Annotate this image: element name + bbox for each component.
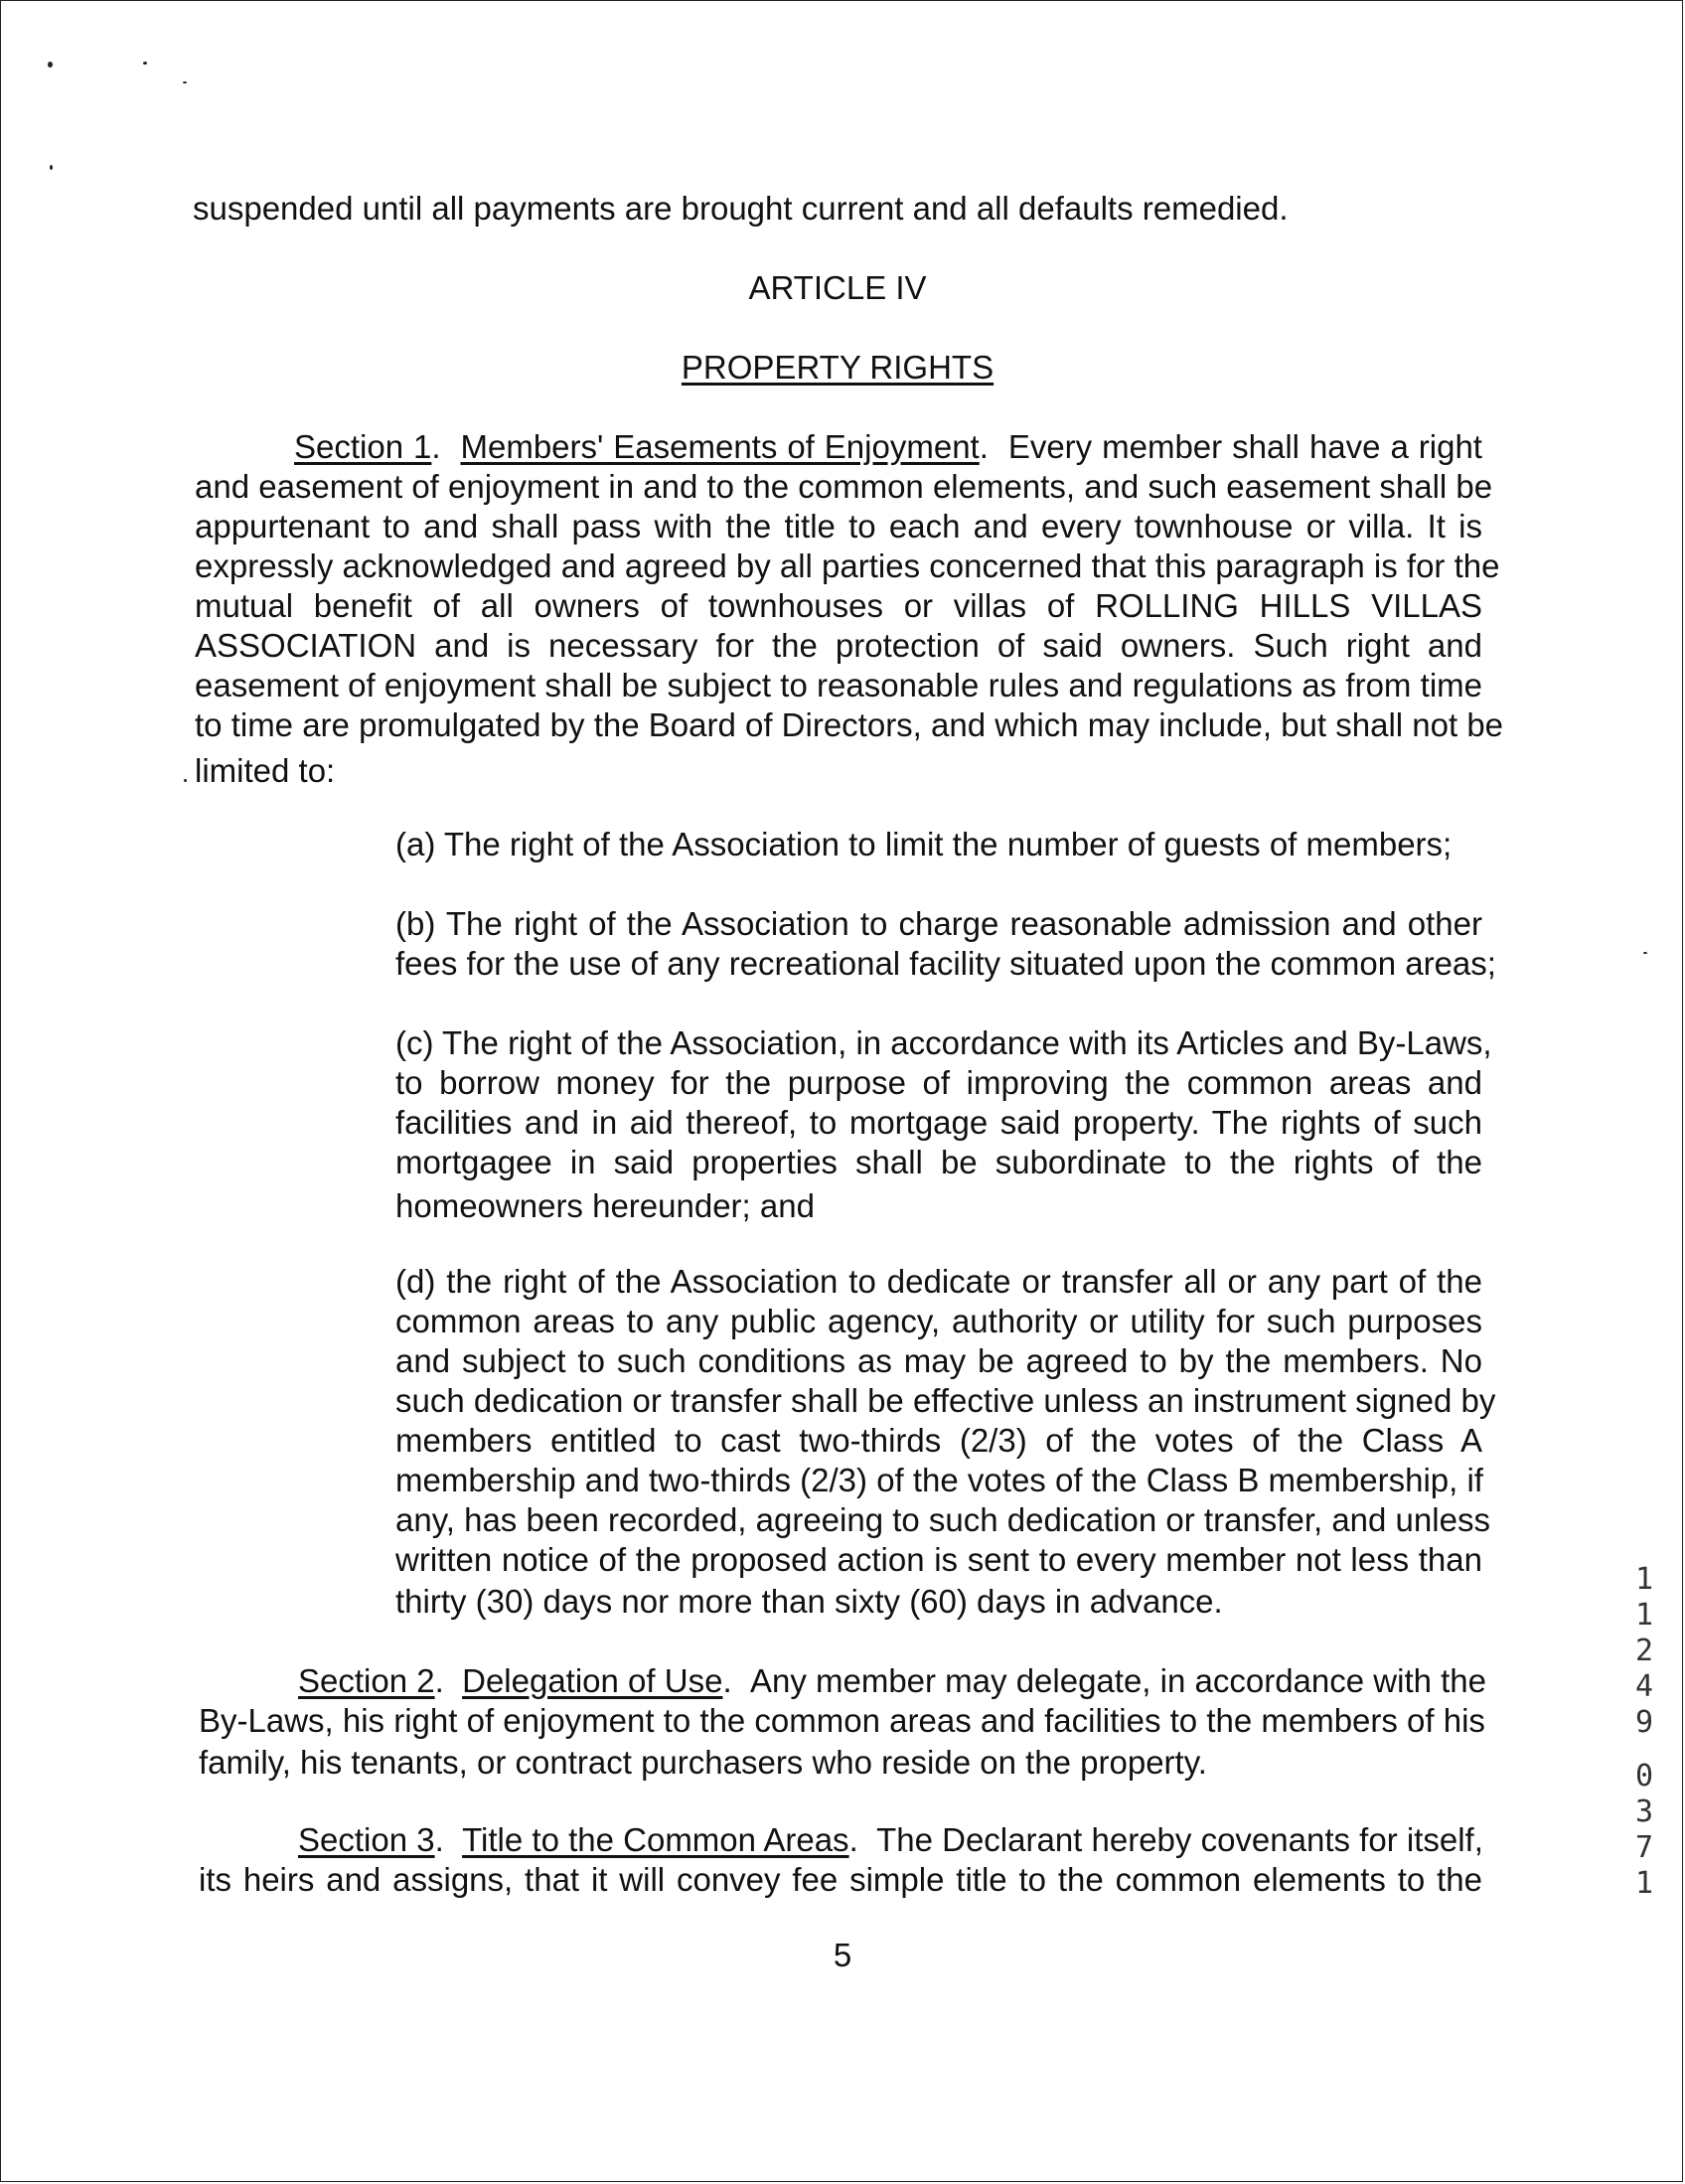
section-2-title: Delegation of Use [462, 1662, 723, 1699]
clause-c-line: facilities and in aid thereof, to mortgage said property. The rights of such [395, 1104, 1482, 1141]
margin-stamp-digit: 0 [1634, 1759, 1654, 1794]
section-3-label: Section 3 [298, 1821, 435, 1858]
section-3-line: its heirs and assigns, that it will convey fee simple title to the common elements to the [199, 1861, 1482, 1898]
clause-d-line: members entitled to cast two-thirds (2/3) of the votes of the Class A [395, 1422, 1482, 1459]
clause-a-line: (a) The right of the Association to limit the number of guests of members; [395, 826, 1453, 862]
clause-d-line: thirty (30) days nor more than sixty (60) days in advance. [395, 1583, 1223, 1620]
section-2-first-line: Section 2. Delegation of Use. Any member may delegate, in accordance with the [298, 1662, 1487, 1699]
section-1-line: to time are promulgated by the Board of Directors, and which may include, but shall not be [195, 706, 1504, 743]
clause-d-line: and subject to such conditions as may be agreed to by the members. No [395, 1342, 1482, 1379]
clause-d-line: such dedication or transfer shall be effective unless an instrument signed by [395, 1382, 1496, 1419]
scan-speck [1643, 952, 1647, 954]
clause-b-line: (b) The right of the Association to charge reasonable admission and other [395, 905, 1482, 942]
clause-d-line: common areas to any public agency, authority or utility for such purposes [395, 1303, 1482, 1339]
section-3-first-line: Section 3. Title to the Common Areas. The Declarant hereby covenants for itself, [298, 1821, 1483, 1858]
section-2-first-line-rest: Any member may delegate, in accordance with the [749, 1662, 1487, 1699]
section-2-label: Section 2 [298, 1662, 435, 1699]
scan-speck [50, 165, 53, 170]
clause-c-line: (c) The right of the Association, in accordance with its Articles and By-Laws, [395, 1024, 1492, 1061]
section-2-line: family, his tenants, or contract purchasers who reside on the property. [199, 1744, 1207, 1781]
section-1-line: easement of enjoyment shall be subject to reasonable rules and regulations as from time [195, 667, 1482, 703]
margin-stamp-digit: 9 [1634, 1705, 1654, 1740]
clause-b-line: fees for the use of any recreational facility situated upon the common areas; [395, 945, 1496, 982]
article-title: ARTICLE IV [748, 269, 927, 306]
margin-stamp-digit: 1 [1634, 1598, 1654, 1633]
scan-speck [183, 81, 187, 83]
clause-d-line: written notice of the proposed action is sent to every member not less than [395, 1541, 1482, 1578]
clause-c-line: to borrow money for the purpose of improving the common areas and [395, 1064, 1482, 1101]
intro-line: suspended until all payments are brought current and all defaults remedied. [193, 190, 1289, 227]
section-1-label: Section 1 [294, 428, 432, 465]
section-1-title: Members' Easements of Enjoyment [460, 428, 980, 465]
clause-c-line: homeowners hereunder; and [395, 1187, 815, 1224]
section-2-line: By-Laws, his right of enjoyment to the common areas and facilities to the members of his [199, 1702, 1485, 1739]
margin-stamp-digit: 1 [1634, 1562, 1654, 1597]
margin-stamp-digit: 1 [1634, 1866, 1654, 1901]
clause-d-line: (d) the right of the Association to dedicate or transfer all or any part of the [395, 1263, 1482, 1300]
section-1-line: mutual benefit of all owners of townhouses or villas of ROLLING HILLS VILLAS [195, 587, 1482, 624]
section-1-first-line: Section 1. Members' Easements of Enjoyment. Every member shall have a right [294, 428, 1482, 465]
clause-d-line: any, has been recorded, agreeing to such dedication or transfer, and unless [395, 1501, 1490, 1538]
article-heading-text: PROPERTY RIGHTS [681, 349, 995, 386]
margin-stamp-digit: 4 [1634, 1669, 1654, 1704]
clause-d-line: membership and two-thirds (2/3) of the votes of the Class B membership, if [395, 1462, 1483, 1498]
section-1-line: expressly acknowledged and agreed by all parties concerned that this paragraph is for the [195, 547, 1500, 584]
section-3-first-line-rest: The Declarant hereby covenants for itself, [876, 1821, 1483, 1858]
clause-c-line: mortgagee in said properties shall be subordinate to the rights of the [395, 1144, 1482, 1180]
section-1-first-line-rest: Every member shall have a right [1007, 428, 1482, 465]
section-3-title: Title to the Common Areas [462, 1821, 849, 1858]
scan-speck [48, 62, 53, 68]
scan-speck [184, 779, 187, 782]
margin-stamp-digit: 2 [1634, 1634, 1654, 1668]
scan-speck [143, 62, 147, 65]
section-1-line: ASSOCIATION and is necessary for the protection of said owners. Such right and [195, 627, 1482, 664]
margin-stamp-digit: 7 [1634, 1830, 1654, 1865]
section-1-line: limited to: [195, 752, 336, 789]
page-number: 5 [833, 1937, 852, 1973]
margin-stamp-digit: 3 [1634, 1794, 1654, 1829]
article-heading [0, 348, 1675, 388]
section-1-line: and easement of enjoyment in and to the common elements, and such easement shall be [195, 468, 1493, 505]
section-1-line: appurtenant to and shall pass with the title to each and every townhouse or villa. It is [195, 508, 1482, 545]
